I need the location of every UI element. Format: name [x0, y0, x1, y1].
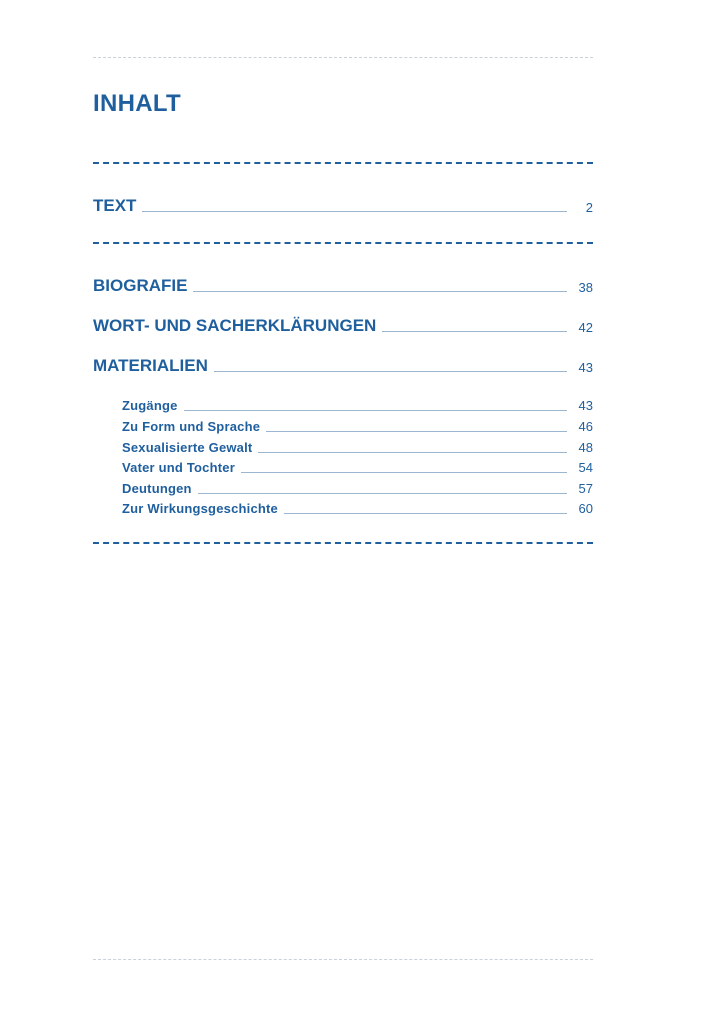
toc-page-number: 42 — [578, 320, 593, 335]
toc-leader-line — [284, 513, 567, 514]
toc-subentry-label: Zugänge — [122, 398, 178, 413]
toc-subentry-label: Sexualisierte Gewalt — [122, 440, 253, 455]
toc-leader-line — [198, 493, 567, 494]
toc-page-number: 43 — [578, 398, 593, 413]
toc-entry-label: WORT- UND SACHERKLÄRUNGEN — [93, 316, 377, 335]
toc-page-number: 54 — [578, 460, 593, 475]
bottom-page-rule — [93, 959, 593, 960]
toc-entry-label: TEXT — [93, 196, 137, 215]
toc-entry-biografie[interactable] — [93, 276, 593, 296]
toc-subentry[interactable] — [122, 481, 593, 497]
toc-entry-wort-und-sacherklaerungen[interactable] — [93, 316, 593, 336]
toc-page-number: 2 — [585, 200, 593, 215]
toc-leader-line — [382, 331, 567, 332]
toc-subentry[interactable] — [122, 398, 593, 414]
toc-entry-materialien[interactable] — [93, 356, 593, 376]
toc-subentry[interactable] — [122, 419, 593, 435]
toc-leader-line — [142, 211, 567, 212]
toc-page-number: 48 — [578, 440, 593, 455]
top-page-rule — [93, 57, 593, 58]
toc-entry-text[interactable] — [93, 196, 593, 216]
section-divider — [93, 162, 593, 164]
toc-subentry[interactable] — [122, 501, 593, 517]
toc-leader-line — [214, 371, 567, 372]
toc-entry-label: MATERIALIEN — [93, 356, 208, 375]
toc-subentry-label: Zur Wirkungsgeschichte — [122, 501, 278, 516]
toc-leader-line — [184, 410, 567, 411]
toc-entry-label: BIOGRAFIE — [93, 276, 188, 295]
toc-subentry-label: Zu Form und Sprache — [122, 419, 261, 434]
toc-subentry-label: Deutungen — [122, 481, 192, 496]
toc-page-number: 38 — [578, 280, 593, 295]
toc-subentry-label: Vater und Tochter — [122, 460, 235, 475]
toc-leader-line — [258, 452, 567, 453]
toc-page-number: 43 — [578, 360, 593, 375]
toc-leader-line — [266, 431, 567, 432]
toc-page-number: 60 — [578, 501, 593, 516]
toc-subentry[interactable] — [122, 460, 593, 476]
toc-page-number: 46 — [578, 419, 593, 434]
toc-leader-line — [241, 472, 567, 473]
toc-subentry[interactable] — [122, 440, 593, 456]
toc-page-number: 57 — [578, 481, 593, 496]
page-title: INHALT — [93, 90, 182, 117]
toc-leader-line — [193, 291, 567, 292]
section-divider — [93, 542, 593, 544]
section-divider — [93, 242, 593, 244]
